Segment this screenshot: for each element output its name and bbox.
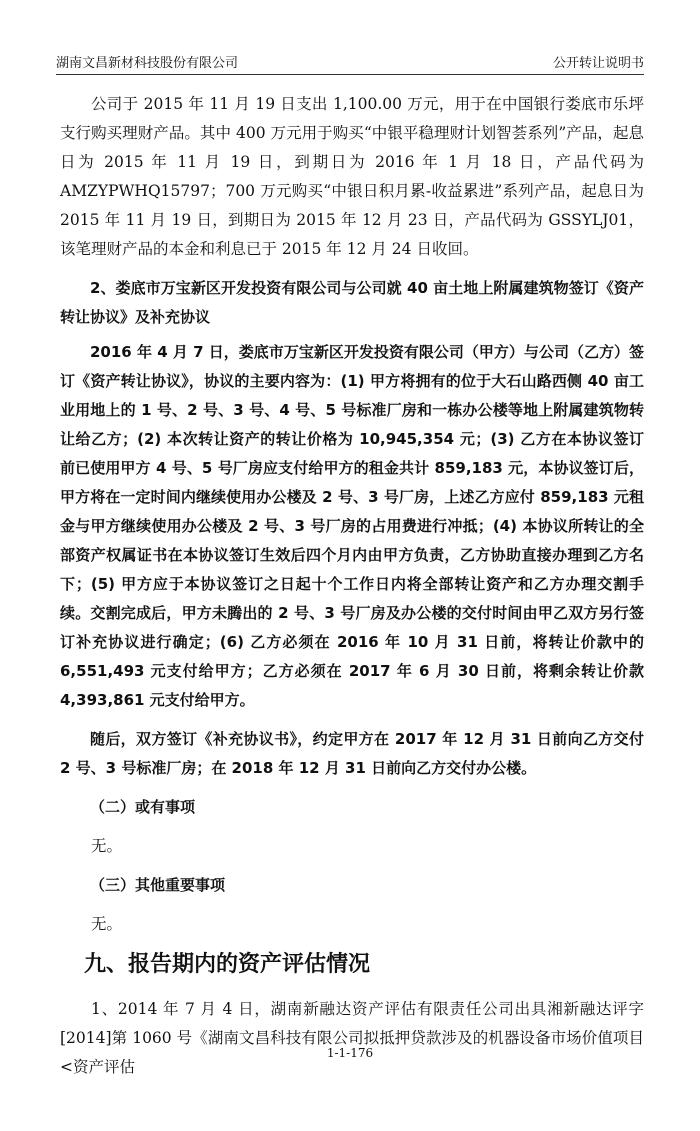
header-company-name: 湖南文昌新材科技股份有限公司 (56, 56, 239, 71)
page-header (56, 50, 644, 75)
paragraph-asset-transfer-agreement: 2016 年 4 月 7 日，娄底市万宝新区开发投资有限公司（甲方）与公司（乙方）签订《资产转让协议》，协议的主要内容为：(1) 甲方将拥有的位于大石山路西侧 40 亩工业用地上的 1 号、2 号、3 号、4 号、5 号标准厂房和一栋办公楼等地上附属建筑物转让给乙方；(2) 本次转让资产的转让价格为 10,945,354 元；(3) 乙方在本协议签订前已使用甲方 4 号、5 号厂房应支付给甲方的租金共计 859,183 元，本协议签订后，甲方将在一定时间内继续使用办公楼及 2 号、3 号厂房，上述乙方应付 859,183 元租金与甲方继续使用办公楼及 2 号、3 号厂房的占用费进行冲抵；(4) 本协议所转让的全部资产权属证书在本协议签订生效后四个月内由甲方负责，乙方协助直接办理到乙方名下；(5) 甲方应于本协议签订之日起十个工作日内将全部转让资产和乙方办理交割手续。交割完成后，甲方未腾出的 2 号、3 号厂房及办公楼的交付时间由甲乙双方另行签订补充协议进行确定；(6) 乙方必须在 2016 年 10 月 31 日前，将转让价款中的 6,551,493 元支付给甲方；乙方必须在 2017 年 6 月 30 日前，将剩余转让价款 4,393,861 元支付给甲方。 (60, 343, 644, 709)
header-document-type: 公开转让说明书 (552, 56, 644, 71)
paragraph-valuation-report: 1、2014 年 7 月 4 日，湖南新融达资产评估有限责任公司出具湘新融达评字[2014]第 1060 号《湖南文昌科技有限公司拟抵押贷款涉及的机器设备市场价值项目<资产评估 (60, 1000, 644, 1076)
heading-contingencies: （二）或有事项 (90, 798, 196, 816)
heading-asset-transfer: 2、娄底市万宝新区开发投资有限公司与公司就 40 亩土地上附属建筑物签订《资产转让协议》及补充协议 (60, 279, 644, 326)
text-none-other-matters: 无。 (91, 915, 123, 933)
document-body (60, 90, 644, 1082)
section-title-asset-valuation: 九、报告期内的资产评估情况 (84, 952, 371, 977)
paragraph-supplementary-agreement: 随后，双方签订《补充协议书》，约定甲方在 2017 年 12 月 31 日前向乙方交付 2 号、3 号标准厂房；在 2018 年 12 月 31 日前向乙方交付办公楼。 (60, 730, 644, 777)
text-none-contingencies: 无。 (91, 837, 123, 855)
page-number: 1-1-176 (326, 1046, 374, 1060)
paragraph-wealth-management: 公司于 2015 年 11 月 19 日支出 1,100.00 万元，用于在中国银行娄底市乐坪支行购买理财产品。其中 400 万元用于购买“中银平稳理财计划智荟系列”产品，起息日为 2015 年 11 月 19 日，到期日为 2016 年 1 月 18 日，产品代码为 AMZYPWHQ15797；700 万元购买“中银日积月累-收益累进”系列产品，起息日为 2015 年 11 月 19 日，到期日为 2015 年 12 月 23 日，产品代码为 GSSYLJ01，该笔理财产品的本金和利息已于 2015 年 12 月 24 日收回。 (60, 95, 644, 258)
heading-other-matters: （三）其他重要事项 (90, 876, 226, 894)
